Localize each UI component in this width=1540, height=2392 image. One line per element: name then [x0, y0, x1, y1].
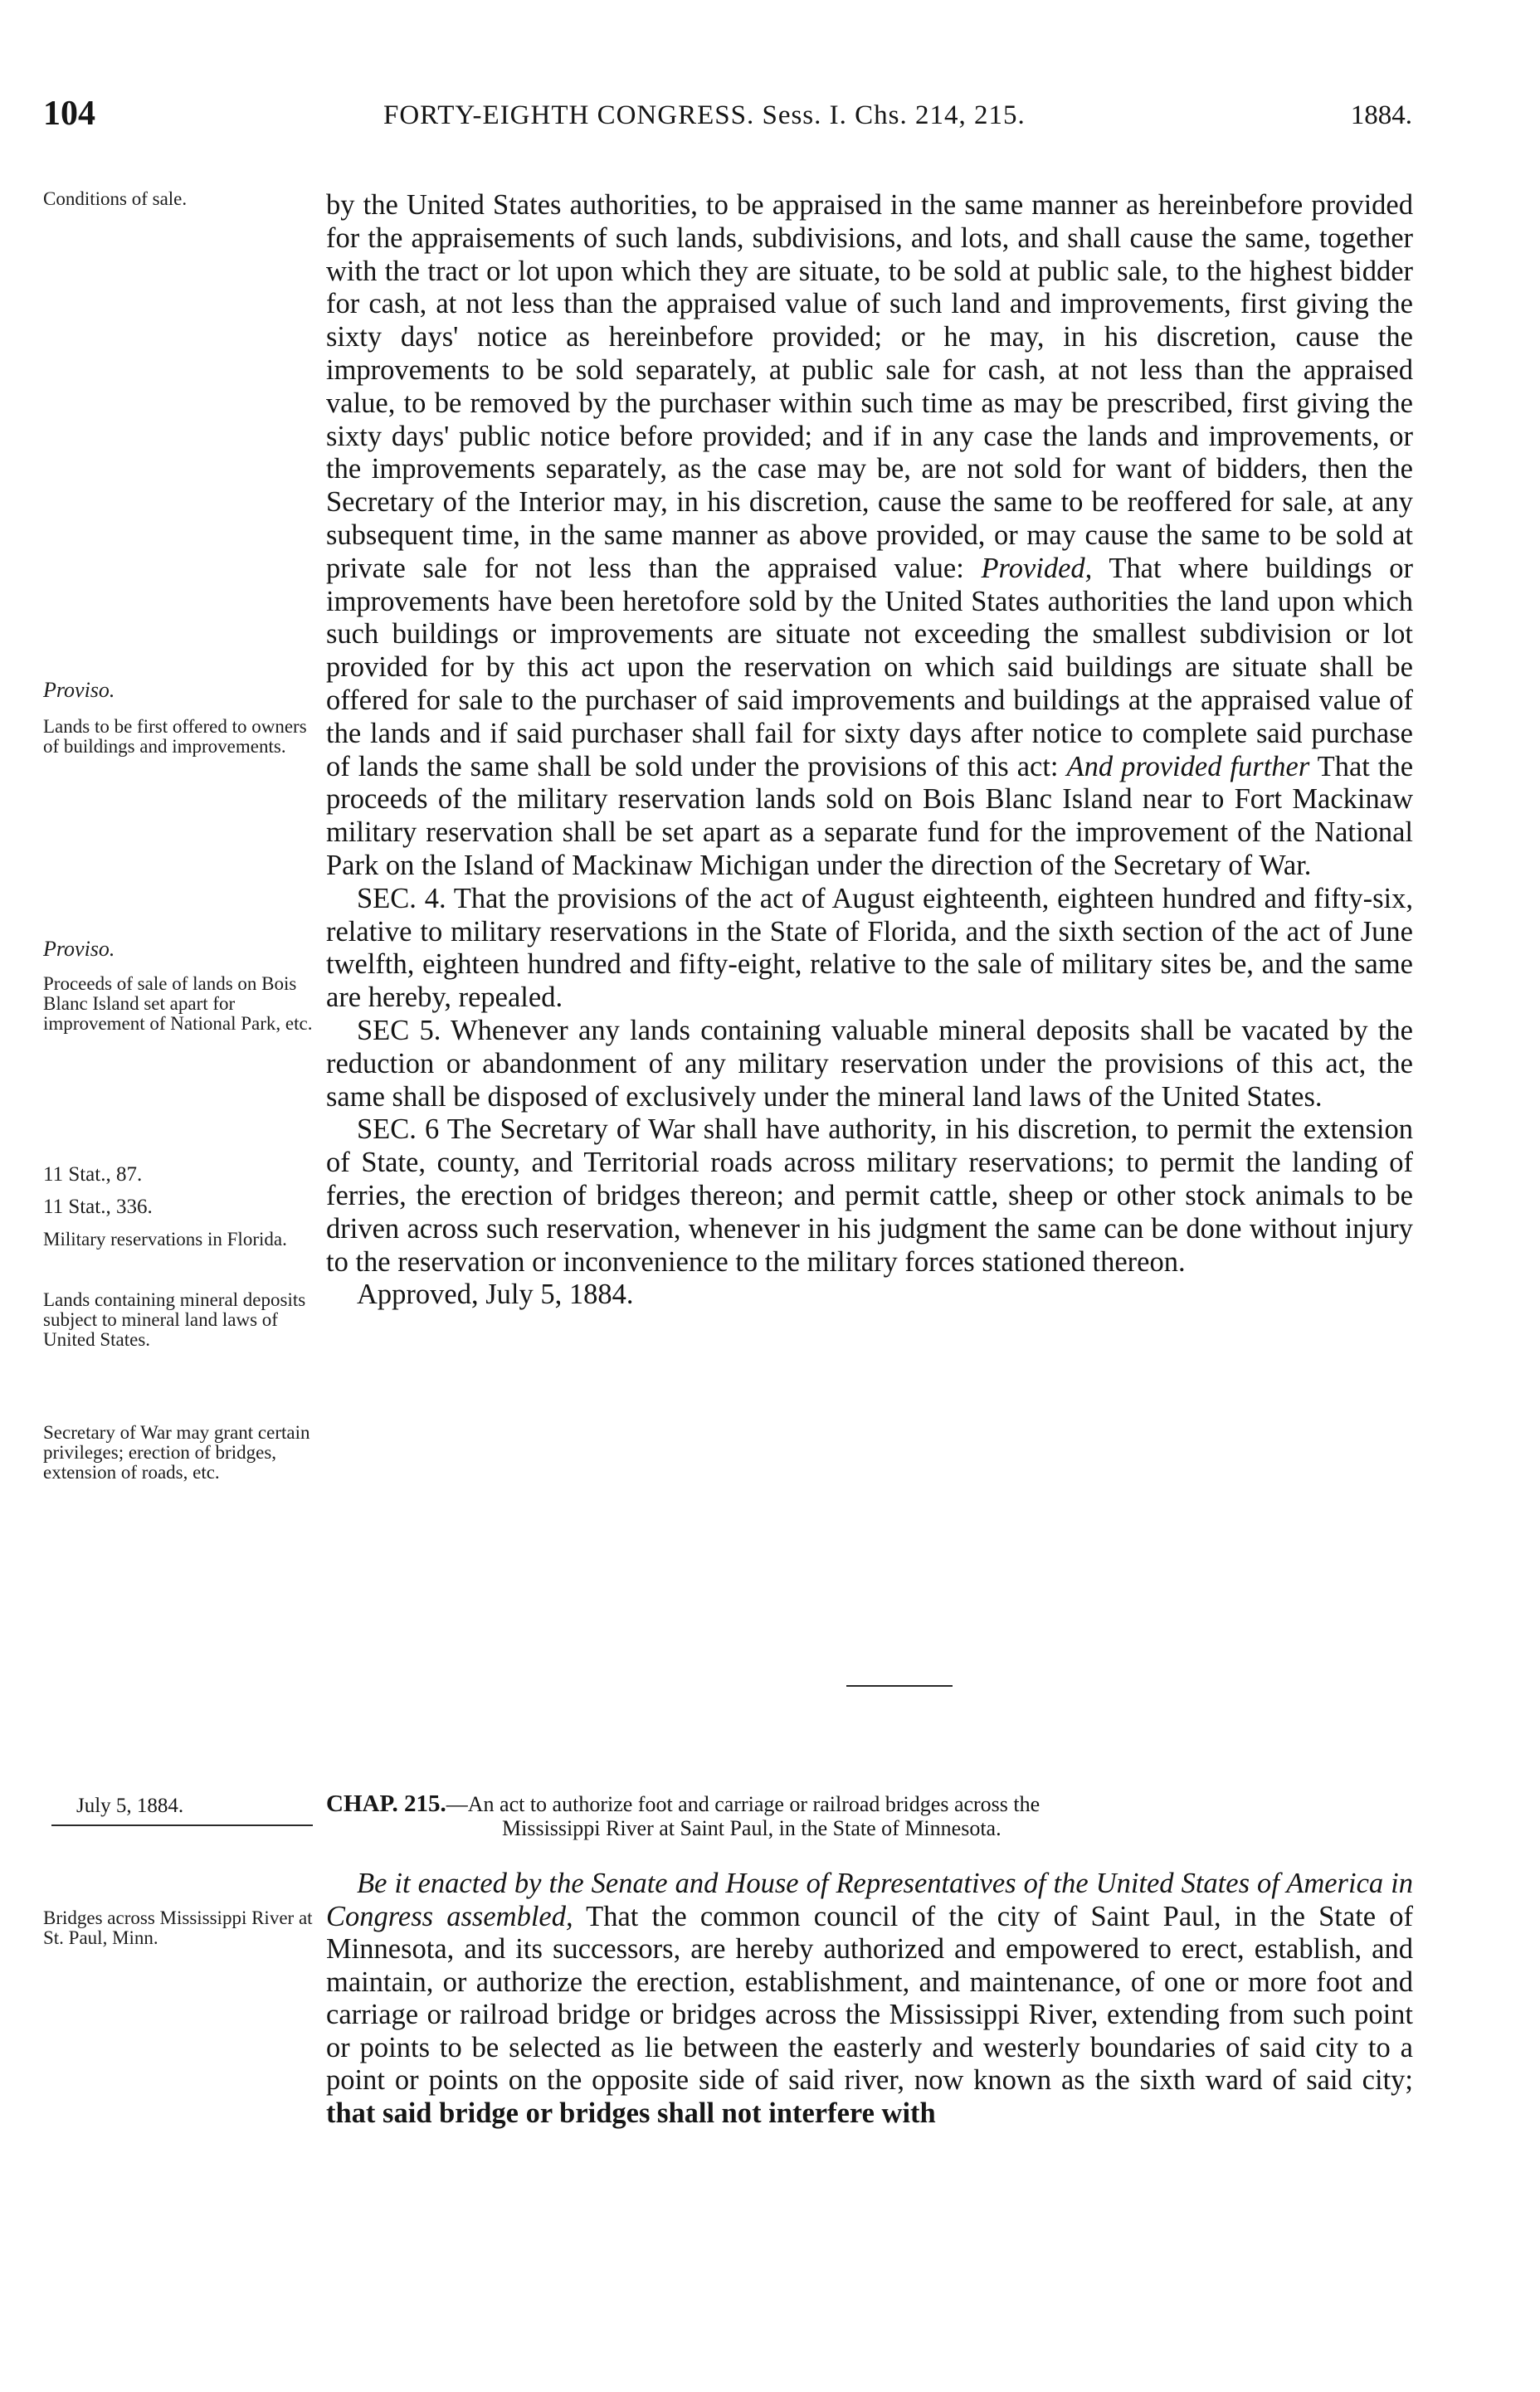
- margin-note-bridges: Bridges across Mississippi River at St. Paul, Minn.: [43, 1907, 313, 1948]
- conditions-text: by the United States authorities, to be appraised in the same manner as hereinbefore provided for the appraisements of such lands, subdivisions, and lots, and shall cause the same, together with the tract or lot upon which they are situate, to be sold at public sale, to the highest bidder for cash, at not less than the appraised value of such land and improvements, first giving the sixty days' notice as hereinbefore provided; or he may, in his discretion, cause the improvements to be sold separately, at public sale for cash, at not less than the appraised value, to be removed by the purchaser within such time as may be prescribed, first giving the sixty days' public notice before provided; and if in any case the lands and improvements, or the improvements separately, as the case may be, are not sold for want of bidders, then the Secretary of the Interior may, in his discretion, cause the same to be reoffered for sale, at any subsequent time, in the same manner as above provided, or may cause the same to be sold at private sale for not less than the appraised value:: [326, 189, 1413, 584]
- chapter-date: July 5, 1884.: [51, 1795, 313, 1826]
- chapter-title-line-1: —An act to authorize foot and carriage or railroad bridges across the: [446, 1792, 1040, 1816]
- margin-note-stat-87: 11 Stat., 87.: [43, 1163, 143, 1186]
- chapter-heading: [326, 1792, 1413, 1840]
- margin-note-lands-offered: Lands to be first offered to owners of buildings and improvements.: [43, 716, 307, 757]
- enacting-clause: Be it enacted by the Senate and House of Representatives of the United States of America in Congress assembled,: [326, 1868, 1413, 1932]
- margin-note-secretary-of-war: Secretary of War may grant certain privileges; erection of bridges, extension of roads, etc.: [43, 1422, 310, 1483]
- margin-note-bois-blanc: Proceeds of sale of lands on Bois Blanc Island set apart for improvement of National Park, etc.: [43, 973, 313, 1034]
- statute-body: [326, 189, 1413, 1312]
- proviso-1-text: That where buildings or improvements have been heretofore sold by the United States authorities the land upon which such buildings or improvements are situate not exceeding the smallest subdivision or lot provided for by this act upon the reservation on which said buildings are situate shall be offered for sale to the purchaser of said improvements and buildings at the appraised value of the lands and if said purchaser shall fail for sixty days after notice to complete said purchase of lands the same shall be sold under the provisions of this act:: [326, 552, 1414, 782]
- section-4: SEC. 4. That the provisions of the act of August eighteenth, eighteen hundred and fifty-six, relative to military reservations in the State of Florida, and the sixth section of the act of June twelfth, eighteen hundred and fifty-eight, relative to the sale of military sites be, and the same are hereby, repealed.: [326, 882, 1413, 1014]
- header-year: 1884.: [1350, 100, 1412, 130]
- margin-note-stat-336: 11 Stat., 336.: [43, 1196, 153, 1218]
- approval-line: Approved, July 5, 1884.: [357, 1279, 634, 1311]
- chapter-title-line-2: Mississippi River at Saint Paul, in the State of Minnesota.: [502, 1816, 1001, 1840]
- margin-note-mineral: Lands containing mineral deposits subject to mineral land laws of United States.: [43, 1289, 306, 1350]
- running-title: FORTY-EIGHTH CONGRESS. Sess. I. Chs. 214, 215.: [383, 100, 1026, 130]
- page-number: 104: [43, 95, 95, 133]
- proviso-keyword-1: Provided,: [981, 552, 1093, 584]
- section-5: SEC 5. Whenever any lands containing valuable mineral deposits shall be vacated by the reduction or abandonment of any military reservation under the provisions of this act, the same shall be disposed of exclusively under the mineral land laws of the United States.: [326, 1014, 1413, 1113]
- proviso-keyword-2: And provided further: [1066, 750, 1310, 782]
- margin-note-proviso-1: Proviso.: [43, 678, 115, 702]
- margin-note-florida: Military reservations in Florida.: [43, 1229, 287, 1250]
- section-6: SEC. 6 The Secretary of War shall have authority, in his discretion, to permit the extension of State, county, and Territorial roads across military reservations; to permit the landing of ferries, the erection of bridges thereon; and permit cattle, sheep or other stock animals to be driven across such reservation, whenever in his judgment the same can be done without injury to the reservation or inconvenience to the military forces stationed thereon.: [326, 1113, 1413, 1278]
- enacting-section: [326, 1868, 1413, 2130]
- enact-text-2: that said bridge or bridges shall not interfere with: [326, 2097, 936, 2129]
- section-divider: [846, 1685, 953, 1687]
- margin-note-conditions: Conditions of sale.: [43, 188, 188, 209]
- enact-text-1: That the common council of the city of Saint Paul, in the State of Minnesota, and its successors, are hereby authorized and empowered to erect, establish, and maintain, or authorize the erection, establishment, and maintenance, of one or more foot and carriage or railroad bridge or bridges across the Mississippi River, extending from such point or points to be selected as lie between the easterly and westerly boundaries of said city to a point or points on the opposite side of said river, now known as the sixth ward of said city;: [326, 1900, 1413, 2096]
- margin-note-proviso-2: Proviso.: [43, 937, 115, 961]
- proviso-2-text: That the proceeds of the military reservation lands sold on Bois Blanc Island near to Fort Mackinaw military reservation shall be set apart as a separate fund for the improvement of the National Park on the Island of Mackinaw Michigan under the direction of the Secretary of War.: [326, 750, 1414, 881]
- page-header: [43, 94, 1412, 144]
- chapter-label: CHAP. 215.: [326, 1790, 446, 1817]
- enacting-paragraph: [326, 1868, 1413, 2130]
- conditions-paragraph: [326, 189, 1413, 883]
